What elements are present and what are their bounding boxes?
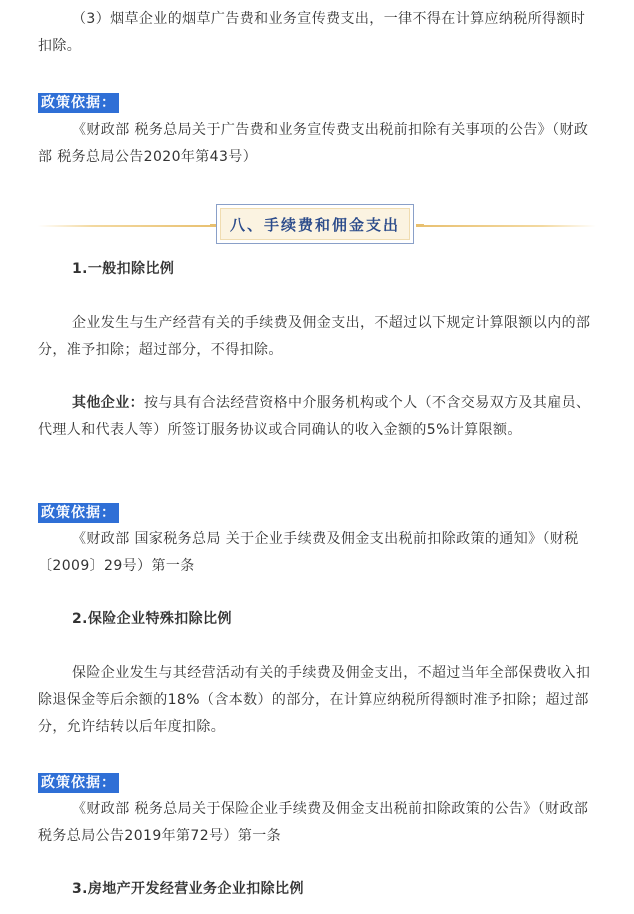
policy-basis-1: [38, 90, 598, 117]
divider-line-right: [416, 225, 596, 227]
reference-1-text: 《财政部 税务总局关于广告费和业务宣传费支出税前扣除有关事项的公告》（财政部 税务总局公告2020年第43号）: [38, 122, 589, 165]
section-title-box: [216, 204, 414, 244]
heading-general-ratio: [38, 256, 598, 283]
section-title: 八、手续费和佣金支出: [229, 215, 400, 234]
paragraph-insurance: [38, 660, 598, 741]
paragraph-general-text: 企业发生与生产经营有关的手续费及佣金支出，不超过以下规定计算限额以内的部分，准予扣除；超过部分，不得扣除。: [38, 315, 591, 358]
policy-basis-label: 政策依据：: [38, 773, 119, 793]
heading-real-estate-ratio-text: 3.房地产开发经营业务企业扣除比例: [72, 881, 304, 897]
policy-basis-label: 政策依据：: [38, 93, 119, 113]
other-enterprises-text: 按与具有合法经营资格中介服务机构或个人（不含交易双方及其雇员、代理人和代表人等）所签订服务协议或合同确认的收入金额的5%计算限额。: [38, 395, 591, 438]
other-enterprises-label: 其他企业：: [72, 395, 144, 411]
paragraph-tobacco-text: （3）烟草企业的烟草广告费和业务宣传费支出，一律不得在计算应纳税所得额时扣除。: [38, 11, 586, 54]
policy-basis-2: [38, 500, 598, 527]
paragraph-general: [38, 310, 598, 364]
policy-basis-label: 政策依据：: [38, 503, 119, 523]
heading-insurance-ratio-text: 2.保险企业特殊扣除比例: [72, 611, 232, 627]
policy-basis-3: [38, 770, 598, 797]
section-divider: [38, 204, 596, 248]
paragraph-tobacco: [38, 6, 598, 60]
reference-2: [38, 526, 598, 580]
reference-3-text: 《财政部 税务总局关于保险企业手续费及佣金支出税前扣除政策的公告》（财政部 税务总局公告2019年第72号）第一条: [38, 801, 589, 844]
paragraph-insurance-text: 保险企业发生与其经营活动有关的手续费及佣金支出，不超过当年全部保费收入扣除退保金等后余额的18%（含本数）的部分，在计算应纳税所得额时准予扣除；超过部分，允许结转以后年度扣除。: [38, 665, 591, 735]
reference-3: [38, 796, 598, 850]
divider-ornament-right: [416, 224, 424, 226]
divider-line-left: [38, 225, 218, 227]
reference-2-text: 《财政部 国家税务总局 关于企业手续费及佣金支出税前扣除政策的通知》（财税〔2009〕29号）第一条: [38, 531, 579, 574]
reference-1: [38, 117, 598, 171]
heading-insurance-ratio: [38, 606, 598, 633]
heading-real-estate-ratio: [38, 876, 598, 903]
paragraph-other-enterprises: [38, 390, 598, 444]
heading-general-ratio-text: 1.一般扣除比例: [72, 261, 175, 277]
